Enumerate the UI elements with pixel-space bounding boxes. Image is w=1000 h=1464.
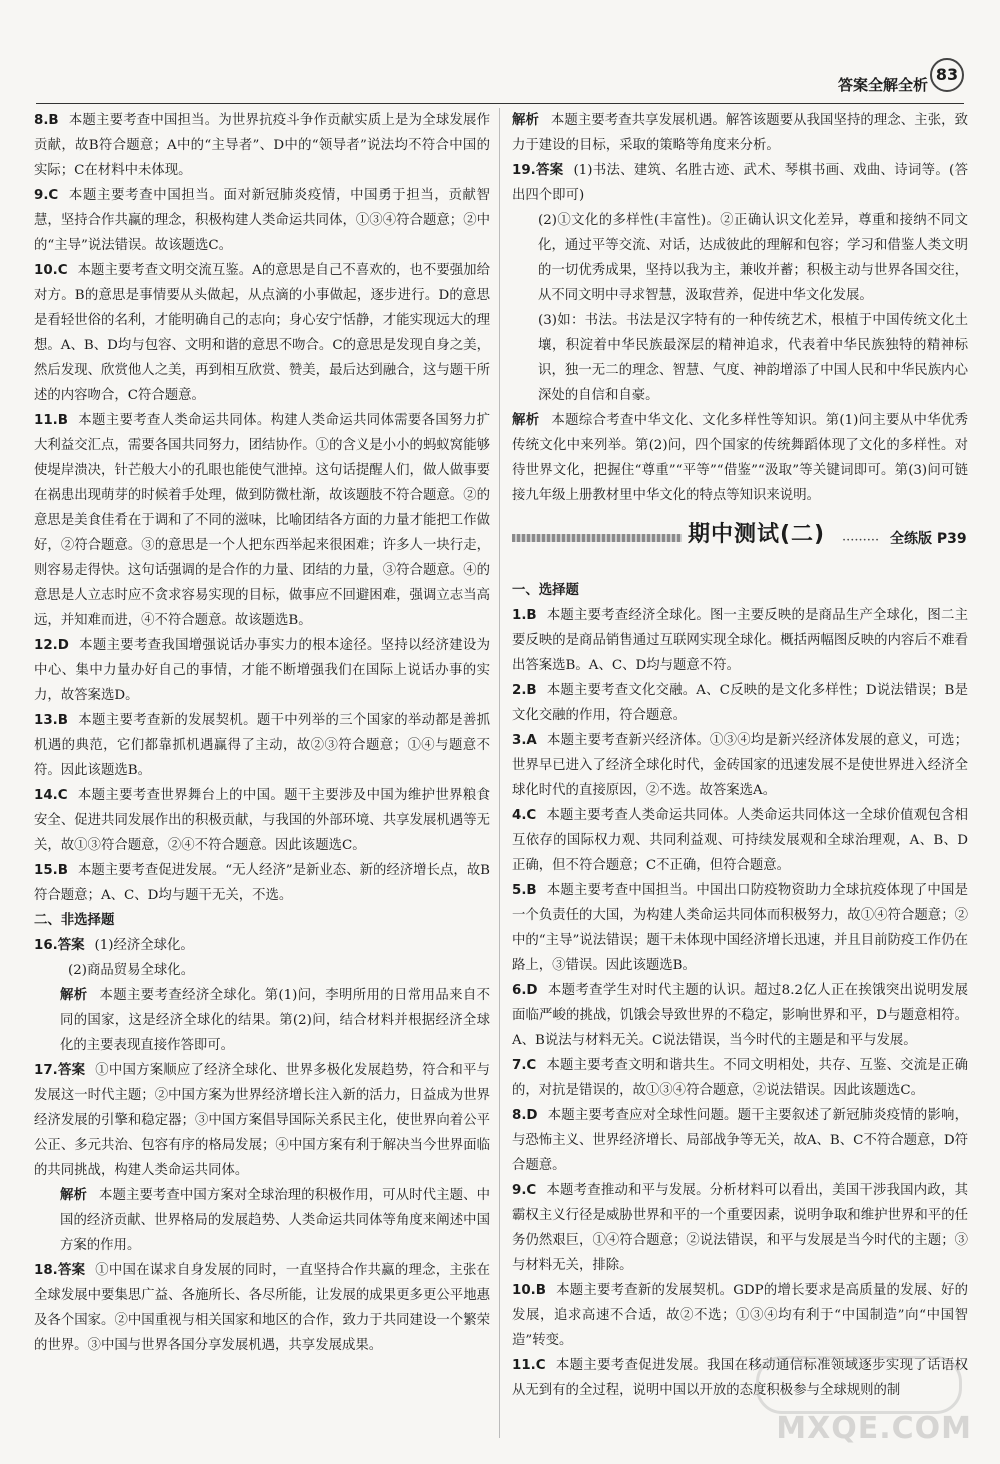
entry-text: (2)①文化的多样性(丰富性)。②正确认识文化差异，尊重和接纳不同文化，通过平等交流、对话，达成彼此的理解和包容；学习和借鉴人类文明的一切优秀成果，坚持以我为主，兼收并蓄；积极主动与世界各国交往，从不同文明中寻求智慧，汲取营养，促进中华文化发展。 bbox=[538, 213, 968, 303]
answer-entry bbox=[34, 983, 490, 1058]
answer-entry bbox=[512, 308, 968, 408]
entry-text: 本题考查推动和平与发展。分析材料可以看出，美国干涉我国内政，其霸权主义行径是威胁世界和平的一个重要因素，说明争取和维护世界和平的任务仍然艰巨，①④符合题意；②说法错误，和平与发展是当今时代的主题；③与材料无关，排除。 bbox=[512, 1183, 968, 1273]
question-number: 16.答案 bbox=[34, 938, 85, 953]
answer-entry bbox=[512, 678, 968, 728]
answer-entry bbox=[34, 783, 490, 858]
answer-entry bbox=[34, 1058, 490, 1183]
entry-text: (3)如：书法。书法是汉字特有的一种传统艺术，根植于中国传统文化土壤，积淀着中华民族最深层的精神追求，代表着中华民族独特的精神标识，独一无二的理念、智慧、气度、神韵增添了中国人民和中华民族内心深处的自信和自豪。 bbox=[538, 313, 968, 403]
answer-entry bbox=[512, 158, 968, 208]
entry-text: 本题主要考查新的发展契机。题干中列举的三个国家的举动都是善抓机遇的典范，它们都靠抓机遇赢得了主动，故②③符合题意；①④与题意不符。因此该题选B。 bbox=[34, 713, 490, 778]
answer-entry bbox=[512, 1103, 968, 1178]
entry-text: 本题考查学生对时代主题的认识。超过8.2亿人正在挨饿突出说明发展面临严峻的挑战，饥饿会导致世界的不稳定，影响世界和平，D与题意相符。A、B说法与材料无关。C说法错误，当今时代的主题是和平与发展。 bbox=[512, 983, 968, 1048]
question-number: 12.D bbox=[34, 638, 69, 653]
entry-text: 本题主要考查新的发展契机。GDP的增长要求是高质量的发展、好的发展，追求高速不合适，故②不选；①③④均有利于“中国制造”向“中国智造”转变。 bbox=[512, 1283, 968, 1348]
answer-entry bbox=[512, 1278, 968, 1353]
answer-entry bbox=[512, 603, 968, 678]
section-heading: 一、选择题 bbox=[512, 583, 579, 598]
analysis-tag: 解析 bbox=[60, 1188, 87, 1203]
entry-text: 本题主要考查中国担当。中国出口防疫物资助力全球抗疫体现了中国是一个负责任的大国，为构建人类命运共同体而积极努力，故①④符合题意；②中的“主导”说法错误；题干未体现中国经济增长迅速，并且目前防疫工作仍在路上，③错误。因此该题选B。 bbox=[512, 883, 968, 973]
answer-entry bbox=[34, 858, 490, 908]
question-number: 19.答案 bbox=[512, 163, 564, 178]
page-number: 83 bbox=[930, 58, 964, 92]
question-number: 11.B bbox=[34, 413, 68, 428]
midterm-banner bbox=[512, 522, 968, 574]
analysis-tag: 解析 bbox=[512, 113, 539, 128]
question-number: 8.D bbox=[512, 1108, 538, 1123]
question-number: 6.D bbox=[512, 983, 538, 998]
question-number: 13.B bbox=[34, 713, 68, 728]
entry-text: (2)商品贸易全球化。 bbox=[68, 963, 195, 978]
answer-entry bbox=[512, 803, 968, 878]
entry-text: 本题主要考查共享发展机遇。解答该题要从我国坚持的理念、主张，致力于建设的目标，采取的策略等角度来分析。 bbox=[512, 113, 969, 153]
midterm-title: 期中测试(二) bbox=[688, 522, 826, 547]
answer-entry bbox=[34, 933, 490, 958]
question-number: 10.C bbox=[34, 263, 68, 278]
question-number: 10.B bbox=[512, 1283, 546, 1298]
question-number: 4.C bbox=[512, 808, 537, 823]
watermark-text: MXQE.COM bbox=[776, 1411, 972, 1446]
midterm-dots: ········· bbox=[842, 533, 880, 548]
entry-text: ①中国方案顺应了经济全球化、世界多极化发展趋势，符合和平与发展这一时代主题；②中国方案为世界经济增长注入新的活力，日益成为世界经济发展的引擎和稳定器；③中国方案倡导国际关系民主化，使世界向着公平公正、多元共治、包容有序的格局发展；④中国方案有利于解决当今世界面临的共同挑战，构建人类命运共同体。 bbox=[34, 1063, 490, 1178]
entry-text: 本题主要考查经济全球化。图一主要反映的是商品生产全球化，图二主要反映的是商品销售通过互联网实现全球化。概括两幅图反映的内容后不难看出答案选B。A、C、D均与题意不符。 bbox=[512, 608, 968, 673]
midterm-decor-bar bbox=[512, 534, 682, 542]
entry-text: 本题主要考查文明和谐共生。不同文明相处，共存、互鉴、交流是正确的，对抗是错误的，故①③④符合题意，②说法错误。因此该题选C。 bbox=[512, 1058, 968, 1098]
watermark bbox=[752, 1356, 972, 1446]
answer-entry bbox=[34, 258, 490, 408]
analysis-tag: 解析 bbox=[512, 413, 540, 428]
left-column bbox=[34, 108, 490, 1358]
question-number: 8.B bbox=[34, 113, 59, 128]
question-number: 7.C bbox=[512, 1058, 537, 1073]
question-number: 11.C bbox=[512, 1358, 546, 1373]
answer-entry bbox=[34, 708, 490, 783]
question-number: 9.C bbox=[34, 188, 59, 203]
question-number: 17.答案 bbox=[34, 1063, 86, 1078]
answer-entry bbox=[34, 1183, 490, 1258]
question-number: 1.B bbox=[512, 608, 537, 623]
entry-text: 本题主要考查文明交流互鉴。A的意思是自己不喜欢的，也不要强加给对方。B的意思是事情要从头做起，从点滴的小事做起，逐步进行。D的意思是看轻世俗的名利，才能明确自己的志向；身心安宁恬静，才能实现远大的理想。A、B、D均与包容、文明和谐的意思不吻合。C的意思是发现自身之美，然后发现、欣赏他人之美，再到相互欣赏、赞美，最后达到融合，这与题干所述的内容吻合，C符合题意。 bbox=[34, 263, 490, 403]
entry-text: 本题主要考查应对全球性问题。题干主要叙述了新冠肺炎疫情的影响，与恐怖主义、世界经济增长、局部战争等无关，故A、B、C不符合题意，D符合题意。 bbox=[512, 1108, 968, 1173]
entry-text: 本题主要考查促进发展。我国在移动通信标准领域逐步实现了话语权从无到有的全过程，说明中国以开放的态度积极参与全球规则的制 bbox=[512, 1358, 968, 1398]
answer-entry bbox=[512, 1178, 968, 1278]
midterm-page-ref: 全练版 P39 bbox=[890, 531, 967, 547]
header-rule bbox=[36, 103, 964, 104]
answer-entry bbox=[34, 1258, 490, 1358]
answer-entry bbox=[34, 183, 490, 258]
answer-entry bbox=[512, 408, 968, 508]
answer-entry bbox=[512, 208, 968, 308]
question-number: 18.答案 bbox=[34, 1263, 86, 1278]
column-divider bbox=[499, 108, 500, 1438]
header-title: 答案全解全析 bbox=[837, 76, 928, 94]
answer-entry bbox=[512, 1053, 968, 1103]
answer-entry bbox=[34, 633, 490, 708]
answer-entry bbox=[512, 978, 968, 1053]
entry-text: 本题主要考查新兴经济体。①③④均是新兴经济体发展的意义，可选；世界早已进入了经济全球化时代，金砖国家的迅速发展不是使世界进入经济全球化时代的直接原因，②不选。故答案选A。 bbox=[512, 733, 968, 798]
answer-entry bbox=[512, 878, 968, 978]
section-heading: 二、非选择题 bbox=[34, 913, 115, 928]
entry-text: 本题主要考查中国担当。为世界抗疫斗争作贡献实质上是为全球发展作贡献，故B符合题意；A中的“主导者”、D中的“领导者”说法均不符合中国的实际；C在材料中未体现。 bbox=[34, 113, 490, 178]
entry-text: 本题主要考查我国增强说话办事实力的根本途径。坚持以经济建设为中心、集中力量办好自己的事情，才能不断增强我们在国际上说话办事的实力，故答案选D。 bbox=[34, 638, 490, 703]
answer-entry bbox=[34, 408, 490, 633]
question-number: 5.B bbox=[512, 883, 537, 898]
answer-entry bbox=[512, 728, 968, 803]
answer-entry bbox=[34, 108, 490, 183]
entry-text: (1)书法、建筑、名胜古迹、武术、琴棋书画、戏曲、诗词等。(答出四个即可) bbox=[512, 163, 968, 203]
analysis-tag: 解析 bbox=[60, 988, 88, 1003]
answer-entry bbox=[512, 108, 968, 158]
entry-text: ①中国在谋求自身发展的同时，一直坚持合作共赢的理念，主张在全球发展中要集思广益、各施所长、各尽所能，让发展的成果更多更公平地惠及各个国家。②中国重视与相关国家和地区的合作，致力于共同建设一个繁荣的世界。③中国与世界各国分享发展机遇，共享发展成果。 bbox=[34, 1263, 490, 1353]
question-number: 3.A bbox=[512, 733, 537, 748]
entry-text: 本题主要考查经济全球化。第(1)问，李明所用的日常用品来自不同的国家，这是经济全球化的结果。第(2)问，结合材料并根据经济全球化的主要表现直接作答即可。 bbox=[60, 988, 491, 1053]
question-number: 15.B bbox=[34, 863, 68, 878]
question-number: 14.C bbox=[34, 788, 68, 803]
entry-text: 本题主要考查世界舞台上的中国。题干主要涉及中国为维护世界粮食安全、促进共同发展作出的积极贡献，与我国的外部环境、共享发展机遇等无关，故①③符合题意，②④不符合题意。因此该题选C。 bbox=[34, 788, 490, 853]
entry-text: 本题主要考查中国方案对全球治理的积极作用，可从时代主题、中国的经济贡献、世界格局的发展趋势、人类命运共同体等角度来阐述中国方案的作用。 bbox=[60, 1188, 491, 1253]
watermark-logo bbox=[756, 1356, 962, 1414]
entry-text: 本题主要考查促进发展。“无人经济”是新业态、新的经济增长点，故B符合题意；A、C、D均与题干无关，不选。 bbox=[34, 863, 490, 903]
entry-text: 本题主要考查人类命运共同体。人类命运共同体这一全球价值观包含相互依存的国际权力观、共同利益观、可持续发展观和全球治理观，A、B、D正确，但不符合题意；C不正确，但符合题意。 bbox=[512, 808, 968, 873]
entry-text: 本题综合考查中华文化、文化多样性等知识。第(1)问主要从中华优秀传统文化中来列举。第(2)问，四个国家的传统舞蹈体现了文化的多样性。对待世界文化，把握住“尊重”“平等”“借鉴”“汲取”等关键词即可。第(3)问可链接九年级上册教材里中华文化的特点等知识来说明。 bbox=[512, 413, 968, 503]
entry-text: 本题主要考查人类命运共同体。构建人类命运共同体需要各国努力扩大利益交汇点，需要各国共同努力，团结协作。①的含义是小小的蚂蚁窝能够使堤岸溃决，针芒般大小的孔眼也能使气泄掉。这句话提醒人们，做人做事要在祸患出现萌芽的时候着手处理，做到防微杜渐，故该题肢不符合题意。②的意思是美食佳肴在于调和了不同的滋味，比喻团结各方面的力量才能把工作做好，②符合题意。③的意思是一个人把东西举起来很困难；许多人一块行走，则容易走得快。这句话强调的是合作的力量、团结的力量，③符合题意。④的意思是人立志时应不贪求容易实现的目标，做事应不回避困难，强调立志当高远，并知难而进，④不符合题意。故该题选B。 bbox=[34, 413, 490, 628]
entry-text: (1)经济全球化。 bbox=[94, 938, 194, 953]
question-number: 2.B bbox=[512, 683, 537, 698]
answer-entry bbox=[34, 958, 490, 983]
entry-text: 本题主要考查中国担当。面对新冠肺炎疫情，中国勇于担当，贡献智慧，坚持合作共赢的理念，积极构建人类命运共同体，①③④符合题意；②中的“主导”说法错误。故该题选C。 bbox=[34, 188, 490, 253]
entry-text: 本题主要考查文化交融。A、C反映的是文化多样性；D说法错误；B是文化交融的作用，符合题意。 bbox=[512, 683, 968, 723]
question-number: 9.C bbox=[512, 1183, 537, 1198]
right-column bbox=[512, 108, 968, 1403]
